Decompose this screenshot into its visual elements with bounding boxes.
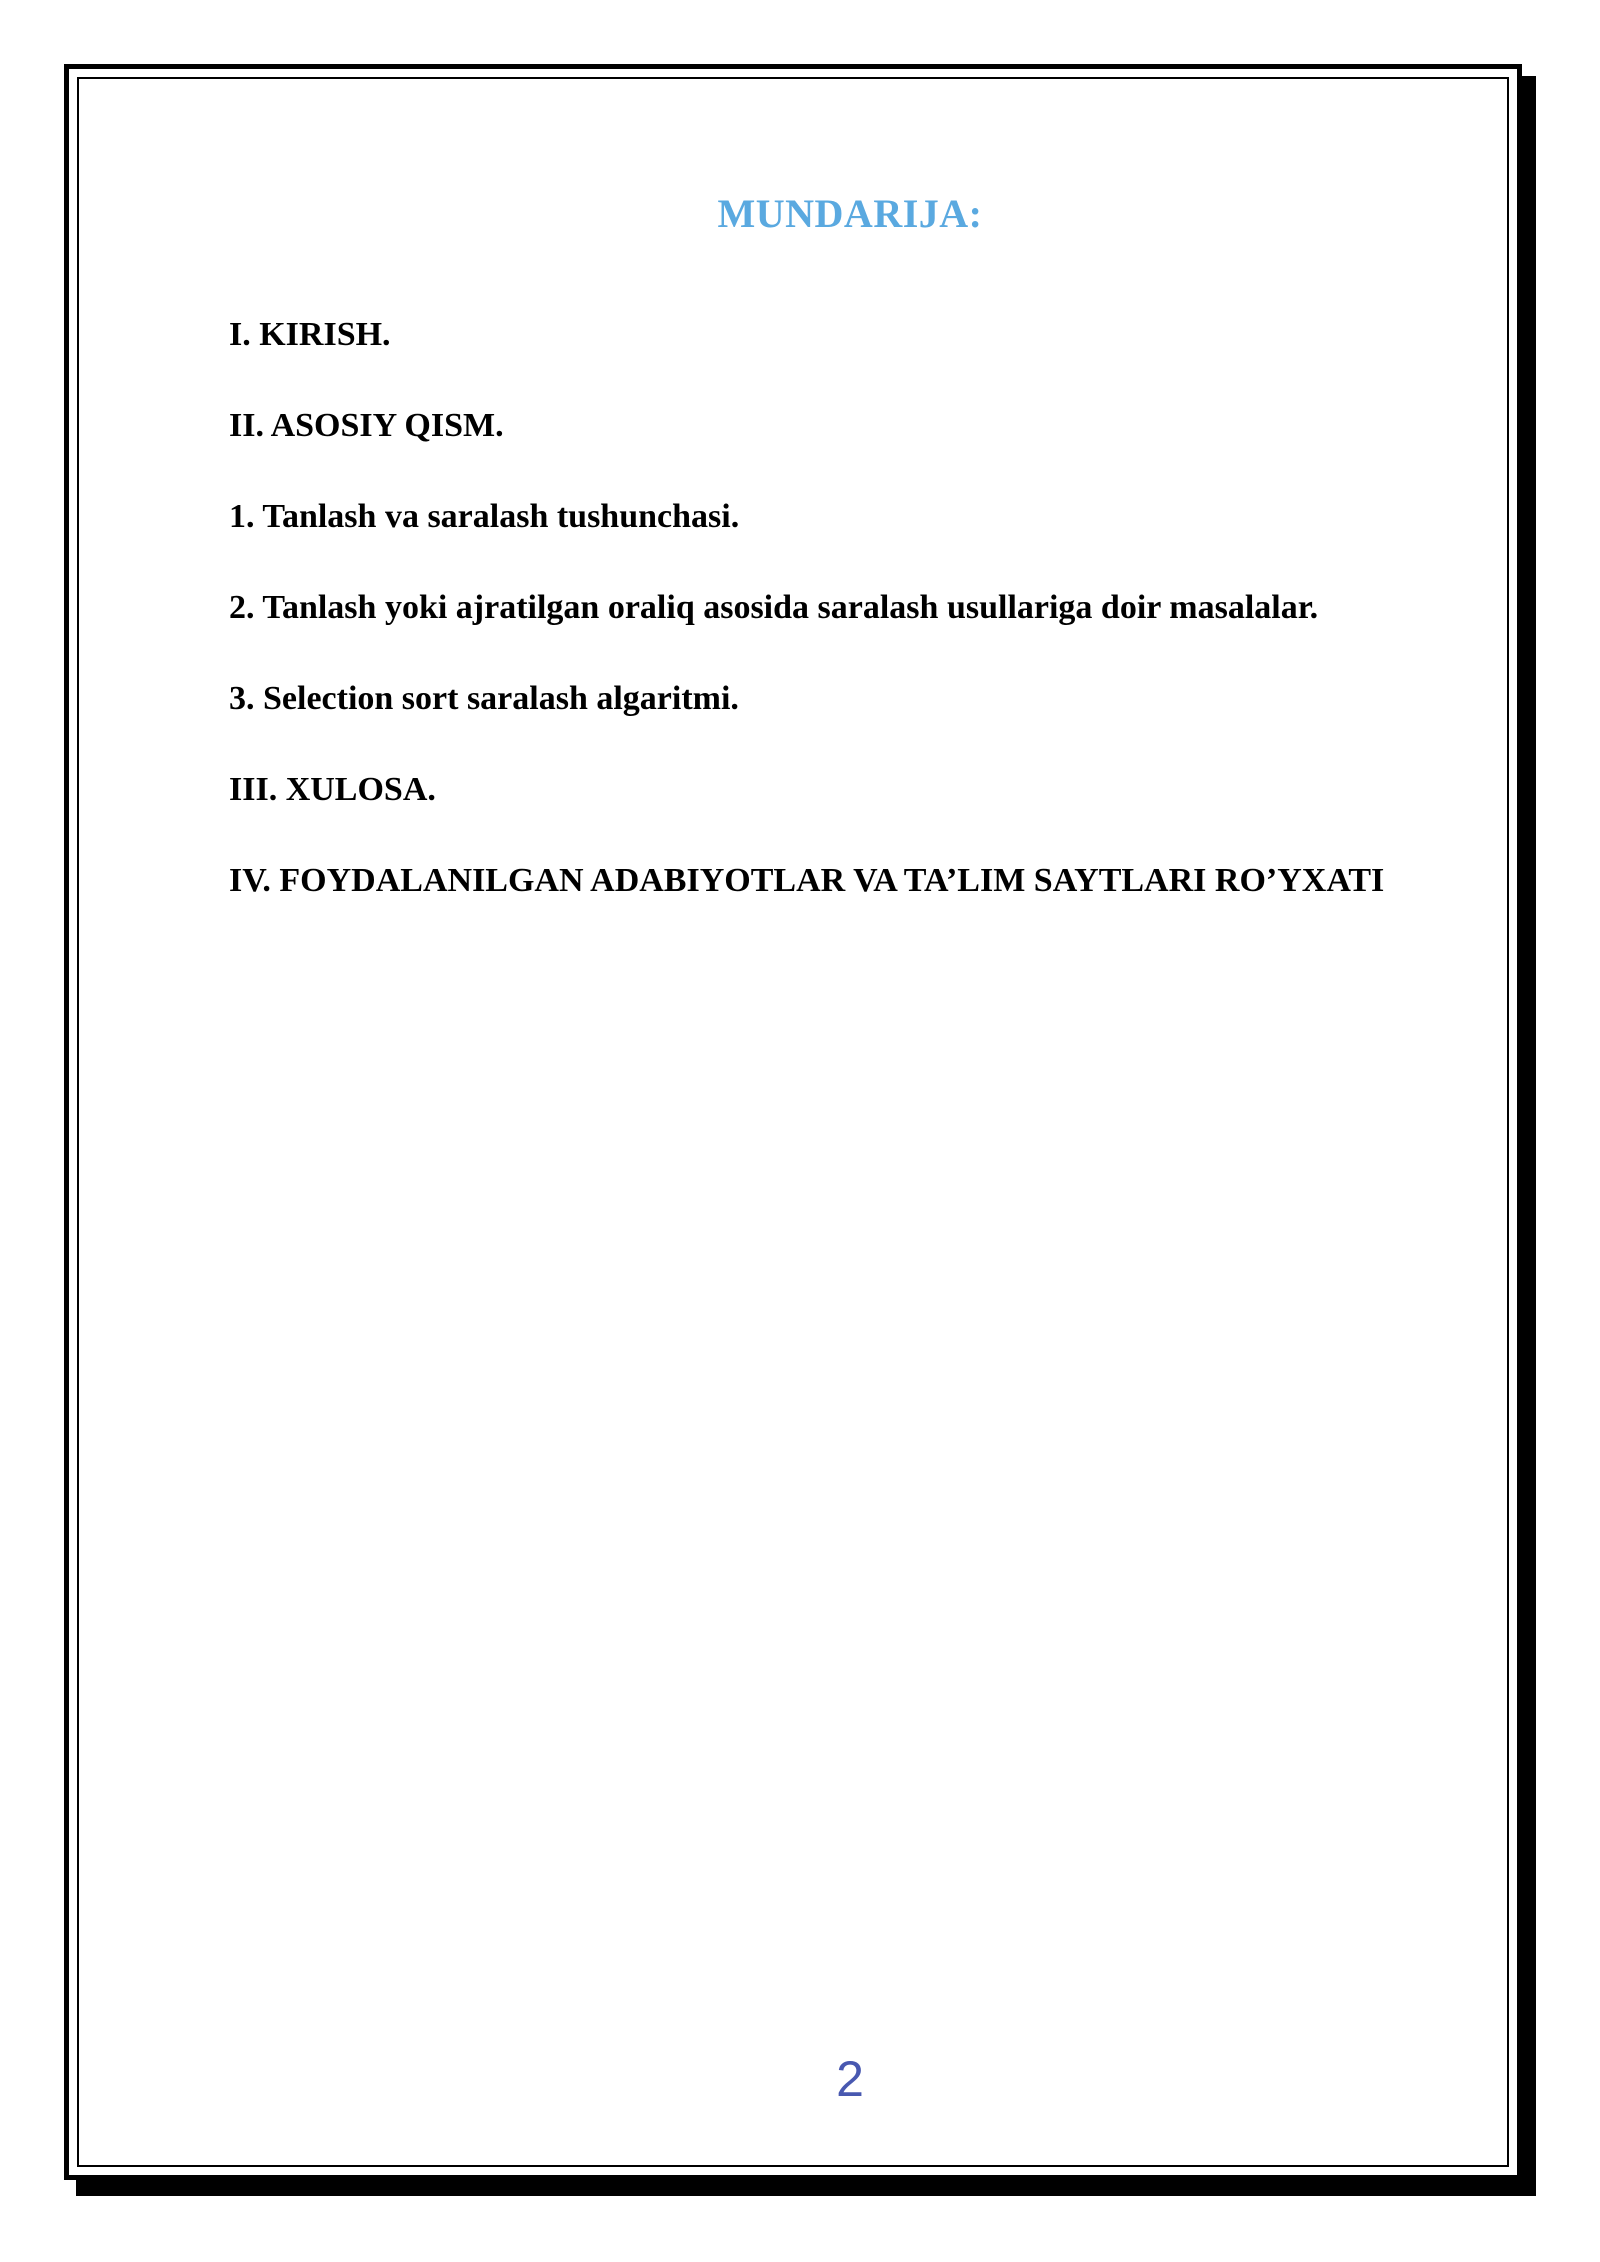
page-title: MUNDARIJA: xyxy=(717,191,983,236)
toc-item-asosiy-qism: II. ASOSIY QISM. xyxy=(229,407,504,444)
page-number: 2 xyxy=(836,2051,864,2107)
toc-item-adabiyotlar: IV. FOYDALANILGAN ADABIYOTLAR VA TA’LIM SAYTLARI RO’YXATI xyxy=(229,862,1385,899)
table-of-contents xyxy=(229,302,1459,939)
toc-item-section-3: 3. Selection sort saralash algaritmi. xyxy=(229,680,739,717)
toc-item-section-1: 1. Tanlash va saralash tushunchasi. xyxy=(229,498,740,535)
toc-item-section-2: 2. Tanlash yoki ajratilgan oraliq asosida saralash usullariga doir masalalar. xyxy=(229,589,1319,626)
toc-item-xulosa: III. XULOSA. xyxy=(229,771,436,808)
toc-item-kirish: I. KIRISH. xyxy=(229,316,391,353)
